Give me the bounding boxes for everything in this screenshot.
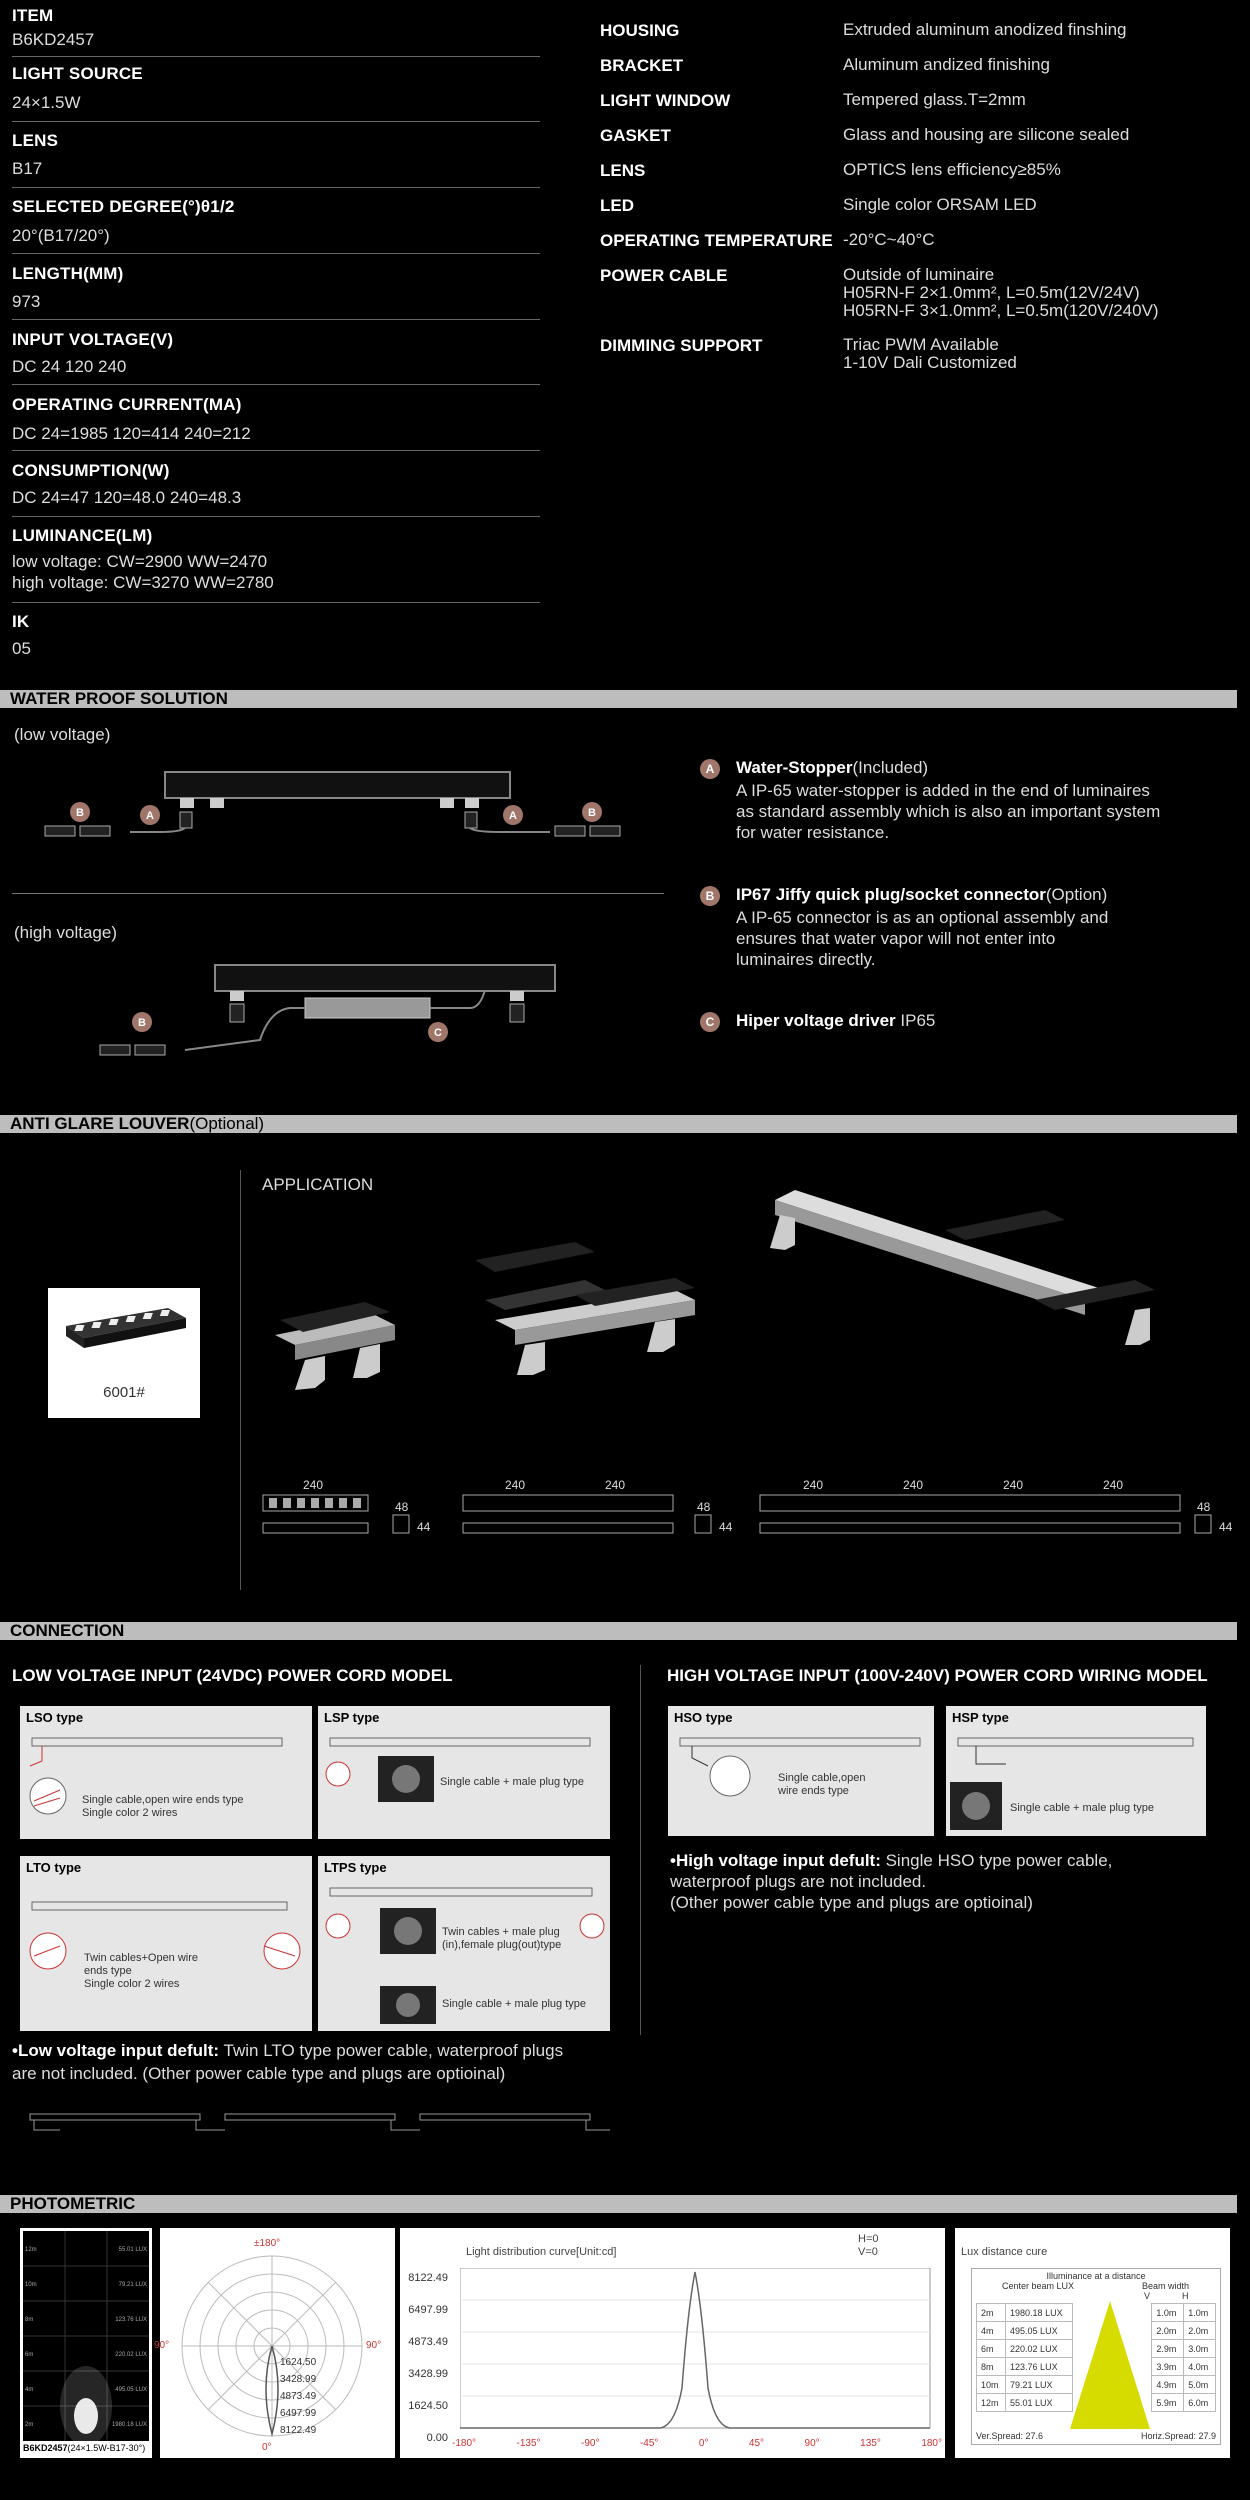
- spec-label-lens-r: LENS: [600, 161, 646, 180]
- lux-hor-spread: Horiz.Spread: 27.9: [1140, 2431, 1216, 2441]
- curve-x-ticks: -180° -135° -90° -45° 0° 45° 90° 135° 180°: [452, 2438, 942, 2449]
- lux-row: [977, 2304, 1216, 2322]
- spec-value-bracket: Aluminum andized finishing: [843, 55, 1050, 74]
- distribution-curve-chart: [400, 2228, 945, 2458]
- lux-header-h: H: [1182, 2291, 1189, 2301]
- section-title: PHOTOMETRIC: [10, 2194, 136, 2213]
- curve-line: [460, 2272, 930, 2428]
- panel-desc-1: Single cable,open: [778, 1772, 866, 1784]
- item-suffix: (Included): [852, 758, 929, 777]
- item-suffix: (Option): [1045, 885, 1108, 904]
- spec-value-item: B6KD2457: [12, 30, 95, 49]
- divider: [12, 893, 664, 894]
- spec-value-power-cable-3: H05RN-F 3×1.0mm², L=0.5m(120V/240V): [843, 301, 1159, 320]
- panel-desc-2: (in),female plug(out)type: [442, 1939, 562, 1951]
- svg-text:240: 240: [903, 1478, 924, 1492]
- svg-text:48: 48: [395, 1500, 409, 1514]
- svg-text:B: B: [138, 1017, 146, 1029]
- polar-right-label: 90°: [366, 2340, 382, 2351]
- panel-desc-3: Single color 2 wires: [84, 1978, 180, 1990]
- spec-value-consumption: DC 24=47 120=48.0 240=48.3: [12, 488, 242, 507]
- wiring-chain-diagram: [20, 2108, 620, 2138]
- louver-dimension-drawings: [255, 1475, 1245, 1570]
- section-title-suffix: (Optional): [189, 1114, 265, 1133]
- spec-value-light-window: Tempered glass.T=2mm: [843, 90, 1026, 109]
- spec-label-ik: IK: [12, 612, 30, 631]
- item-text-2: ensures that water vapor will not enter into: [736, 929, 1056, 948]
- high-voltage-note: [670, 1850, 1112, 1871]
- section-title: WATER PROOF SOLUTION: [10, 689, 228, 708]
- louver-part-number: 6001#: [103, 1384, 145, 1401]
- svg-text:240: 240: [605, 1478, 626, 1492]
- lux-cell-h: 5.0m: [1184, 2376, 1216, 2394]
- badge-c: C: [700, 1012, 720, 1032]
- spec-value-dimming-2: 1-10V Dali Customized: [843, 353, 1017, 372]
- panel-desc-2: Single color 2 wires: [82, 1807, 178, 1819]
- spec-label-consumption: CONSUMPTION(W): [12, 461, 170, 480]
- spec-label-bracket: BRACKET: [600, 56, 684, 75]
- spec-label-current: OPERATING CURRENT(MA): [12, 395, 242, 414]
- panel-desc-1: Single cable + male plug type: [440, 1776, 585, 1788]
- polar-ring-labels: 1624.50 3428.99 4873.49 6497.99 8122.49: [280, 2357, 317, 2436]
- divider: [12, 516, 540, 517]
- lux-cell-d: 6m: [977, 2340, 1006, 2358]
- curve-legend-v: V=0: [858, 2246, 878, 2258]
- panel-desc-1: Single cable,open wire ends type: [82, 1794, 244, 1806]
- isolux-lux-labels: 55.01 LUX 79.21 LUX 123.76 LUX 220.02 LUX 495.05 LUX 1980.18 LUX: [111, 2247, 147, 2428]
- lux-cell-v: 3.9m: [1152, 2358, 1184, 2376]
- divider: [640, 1665, 641, 2035]
- lux-cell-spacer: [1073, 2358, 1152, 2376]
- lux-cell-h: 3.0m: [1184, 2340, 1216, 2358]
- louver-icon: [48, 1288, 200, 1378]
- item-text-3: luminaires directly.: [736, 950, 876, 969]
- spec-value-dimming-1: Triac PWM Available: [843, 335, 999, 354]
- item-title: IP67 Jiffy quick plug/socket connector: [736, 885, 1046, 904]
- spec-label-light-window: LIGHT WINDOW: [600, 91, 731, 110]
- panel-title: LSO type: [26, 1710, 84, 1725]
- lux-cell-h: 4.0m: [1184, 2358, 1216, 2376]
- note-text: Single HSO type power cable,: [880, 1851, 1113, 1870]
- lux-cell-spacer: [1073, 2322, 1152, 2340]
- spec-value-degree: 20°(B17/20°): [12, 226, 110, 245]
- svg-text:44: 44: [417, 1520, 431, 1534]
- spec-value-input-voltage: DC 24 120 240: [12, 357, 127, 376]
- lux-cell-lux: 220.02 LUX: [1006, 2340, 1073, 2358]
- isolux-plot: [23, 2231, 149, 2441]
- divider: [12, 384, 540, 385]
- svg-text:A: A: [146, 810, 154, 822]
- panel-desc-2: ends type: [84, 1965, 132, 1977]
- section-band-connection: [0, 1622, 1237, 1640]
- lsp-diagram: [318, 1706, 610, 1839]
- lux-cell-lux: 1980.18 LUX: [1006, 2304, 1073, 2322]
- spec-label-led: LED: [600, 196, 634, 215]
- panel-lso: [20, 1706, 312, 1839]
- lux-row: [977, 2322, 1216, 2340]
- lux-cell-h: 1.0m: [1184, 2304, 1216, 2322]
- section-band-waterproof: [0, 690, 1237, 708]
- panel-ltps: [318, 1856, 610, 2031]
- spec-value-lens-r: OPTICS lens efficiency≥85%: [843, 160, 1061, 179]
- spec-label-gasket: GASKET: [600, 126, 671, 145]
- application-label: APPLICATION: [262, 1175, 374, 1194]
- lux-cell-d: 10m: [977, 2376, 1006, 2394]
- lux-cell-lux: 55.01 LUX: [1006, 2394, 1073, 2412]
- spec-label-power-cable: POWER CABLE: [600, 266, 728, 285]
- spec-value-operating-temp: -20°C~40°C: [843, 230, 935, 249]
- isolux-caption: [23, 2443, 145, 2453]
- section-band-louver: [0, 1115, 1237, 1133]
- dim-label: 240: [303, 1478, 324, 1492]
- lux-row: [977, 2394, 1216, 2412]
- item-text-1: A IP-65 connector is as an optional assembly and: [736, 908, 1109, 927]
- low-voltage-diagram: [30, 760, 650, 850]
- spec-value-lens: B17: [12, 159, 43, 178]
- spec-value-led: Single color ORSAM LED: [843, 195, 1037, 214]
- panel-title: LTPS type: [324, 1860, 387, 1875]
- item-text-1: A IP-65 water-stopper is added in the end of luminaires: [736, 781, 1150, 800]
- panel-desc-1: Single cable + male plug type: [1010, 1802, 1155, 1814]
- lux-cell-v: 5.9m: [1152, 2394, 1184, 2412]
- lux-cell-spacer: [1073, 2376, 1152, 2394]
- panel-lto: [20, 1856, 312, 2031]
- lux-row: [977, 2376, 1216, 2394]
- section-band-photometric: [0, 2195, 1237, 2213]
- curve-legend-h: H=0: [858, 2233, 879, 2245]
- lux-cell-d: 2m: [977, 2304, 1006, 2322]
- svg-text:C: C: [434, 1027, 442, 1039]
- lux-table: [976, 2303, 1216, 2412]
- lux-title: Lux distance cure: [961, 2246, 1048, 2258]
- panel-hso: [668, 1706, 934, 1836]
- spec-value-housing: Extruded aluminum anodized finshing: [843, 20, 1127, 39]
- low-voltage-note: [12, 2040, 563, 2061]
- lux-cell-h: 2.0m: [1184, 2322, 1216, 2340]
- panel-desc-1: Twin cables + male plug: [442, 1926, 560, 1938]
- panel-title: LTO type: [26, 1860, 82, 1875]
- model-label: B6KD2457: [23, 2443, 68, 2453]
- lux-cell-lux: 123.76 LUX: [1006, 2358, 1073, 2376]
- lux-frame: [971, 2268, 1221, 2445]
- spec-value-luminance-low: low voltage: CW=2900 WW=2470: [12, 552, 268, 571]
- lux-cell-d: 4m: [977, 2322, 1006, 2340]
- badge-b: B: [700, 886, 720, 906]
- spec-label-light-source: LIGHT SOURCE: [12, 64, 143, 83]
- hsp-diagram: [946, 1706, 1206, 1836]
- lux-cell-spacer: [1073, 2304, 1152, 2322]
- louver-part-box: [48, 1288, 200, 1418]
- divider: [240, 1170, 241, 1590]
- panel-desc-3: Single cable + male plug type: [442, 1998, 587, 2010]
- panel-title: HSP type: [952, 1710, 1009, 1725]
- note-bold: •High voltage input defult:: [670, 1851, 881, 1870]
- divider: [12, 56, 540, 57]
- note-text: Twin LTO type power cable, waterproof plugs: [219, 2041, 564, 2060]
- spec-value-ik: 05: [12, 639, 31, 658]
- svg-text:44: 44: [719, 1520, 733, 1534]
- spec-value-power-cable-1: Outside of luminaire: [843, 265, 995, 284]
- curve-plot: [460, 2268, 940, 2438]
- model-rest: (24×1.5W-B17-30°): [67, 2443, 146, 2453]
- svg-text:48: 48: [697, 1500, 711, 1514]
- svg-text:240: 240: [1003, 1478, 1024, 1492]
- svg-text:240: 240: [1103, 1478, 1124, 1492]
- lux-cell-d: 12m: [977, 2394, 1006, 2412]
- spec-label-input-voltage: INPUT VOLTAGE(V): [12, 330, 174, 349]
- polar-chart: [154, 2228, 395, 2458]
- hso-diagram: [668, 1706, 934, 1836]
- curve-title: Light distribution curve[Unit:cd]: [466, 2246, 617, 2258]
- item-text-3: for water resistance.: [736, 823, 890, 842]
- lux-ver-spread: Ver.Spread: 27.6: [976, 2431, 1044, 2441]
- lto-diagram: [20, 1856, 312, 2031]
- svg-text:A: A: [509, 810, 517, 822]
- panel-title: LSP type: [324, 1710, 380, 1725]
- item-text-2: as standard assembly which is also an important system: [736, 802, 1161, 821]
- spec-value-luminance-high: high voltage: CW=3270 WW=2780: [12, 573, 274, 592]
- curve-y-ticks: 8122.49 6497.99 4873.49 3428.99 1624.50 0.00: [408, 2272, 448, 2444]
- panel-lsp: [318, 1706, 610, 1839]
- spec-label-housing: HOUSING: [600, 21, 680, 40]
- low-voltage-title: LOW VOLTAGE INPUT (24VDC) POWER CORD MODEL: [12, 1666, 453, 1685]
- low-voltage-note-2: are not included. (Other power cable type and plugs are optioinal): [12, 2064, 506, 2083]
- spec-label-luminance: LUMINANCE(LM): [12, 526, 153, 545]
- spec-value-gasket: Glass and housing are silicone sealed: [843, 125, 1130, 144]
- lux-cell-v: 1.0m: [1152, 2304, 1184, 2322]
- lux-cell-v: 2.9m: [1152, 2340, 1184, 2358]
- section-title: CONNECTION: [10, 1621, 125, 1640]
- polar-left-label: 90°: [154, 2340, 170, 2351]
- spec-label-degree: SELECTED DEGREE(°)θ1/2: [12, 197, 235, 216]
- lux-cell-v: 2.0m: [1152, 2322, 1184, 2340]
- application-renderings: [255, 1180, 1245, 1440]
- high-voltage-label: (high voltage): [14, 923, 118, 942]
- high-voltage-title: HIGH VOLTAGE INPUT (100V-240V) POWER CORD WIRING MODEL: [667, 1666, 1208, 1685]
- lux-cell-lux: 79.21 LUX: [1006, 2376, 1073, 2394]
- svg-text:240: 240: [505, 1478, 526, 1492]
- svg-text:240: 240: [803, 1478, 824, 1492]
- svg-text:B: B: [76, 807, 84, 819]
- polar-bottom-label: 0°: [262, 2442, 272, 2453]
- lux-header-3: Beam width: [1142, 2281, 1190, 2291]
- note-bold: •Low voltage input defult:: [12, 2041, 220, 2060]
- item-suffix: IP65: [895, 1011, 936, 1030]
- divider: [12, 319, 540, 320]
- panel-desc-1: Twin cables+Open wire: [84, 1952, 199, 1964]
- spec-value-power-cable-2: H05RN-F 2×1.0mm², L=0.5m(12V/24V): [843, 283, 1140, 302]
- panel-title: HSO type: [674, 1710, 733, 1725]
- lux-cell-h: 6.0m: [1184, 2394, 1216, 2412]
- high-voltage-note-3: (Other power cable type and plugs are optioinal): [670, 1893, 1033, 1912]
- spec-value-light-source: 24×1.5W: [12, 93, 81, 112]
- divider: [12, 602, 540, 603]
- panel-desc-2: wire ends type: [778, 1785, 849, 1797]
- svg-text:B: B: [588, 807, 596, 819]
- spec-label-length: LENGTH(MM): [12, 264, 124, 283]
- spec-value-current: DC 24=1985 120=414 240=212: [12, 424, 251, 443]
- divider: [12, 187, 540, 188]
- lux-cell-spacer: [1073, 2340, 1152, 2358]
- item-title: Water-Stopper: [736, 758, 853, 777]
- svg-text:44: 44: [1219, 1520, 1233, 1534]
- divider: [12, 450, 540, 451]
- lux-row: [977, 2340, 1216, 2358]
- spec-label-operating-temp: OPERATING TEMPERATURE: [600, 231, 833, 250]
- badge-a: A: [700, 759, 720, 779]
- isolux-box: [20, 2228, 152, 2458]
- spec-label-item: ITEM: [12, 6, 54, 25]
- lux-header-2: Center beam LUX: [1002, 2281, 1075, 2291]
- lux-header-v: V: [1144, 2291, 1151, 2301]
- lux-row: [977, 2358, 1216, 2376]
- svg-text:48: 48: [1197, 1500, 1211, 1514]
- isolux-distance-labels: 12m 10m 8m 6m 4m 2m: [25, 2247, 37, 2428]
- lux-distance-chart: [955, 2228, 1230, 2458]
- high-voltage-note-2: waterproof plugs are not included.: [670, 1872, 927, 1891]
- polar-grid: [160, 2228, 395, 2458]
- lux-cell-lux: 495.05 LUX: [1006, 2322, 1073, 2340]
- spec-label-dimming: DIMMING SUPPORT: [600, 336, 763, 355]
- low-voltage-label: (low voltage): [14, 725, 111, 744]
- divider: [12, 253, 540, 254]
- spec-value-length: 973: [12, 292, 41, 311]
- panel-hsp: [946, 1706, 1206, 1836]
- divider: [12, 121, 540, 122]
- lux-cell-v: 4.9m: [1152, 2376, 1184, 2394]
- spec-label-lens: LENS: [12, 131, 59, 150]
- high-voltage-diagram: [90, 960, 570, 1070]
- section-title: ANTI GLARE LOUVER: [10, 1114, 190, 1133]
- item-title: Hiper voltage driver: [736, 1011, 896, 1030]
- lux-header-1: Illuminance at a distance: [1046, 2271, 1146, 2281]
- lux-cell-spacer: [1073, 2394, 1152, 2412]
- polar-top-label: ±180°: [254, 2238, 281, 2249]
- lux-cell-d: 8m: [977, 2358, 1006, 2376]
